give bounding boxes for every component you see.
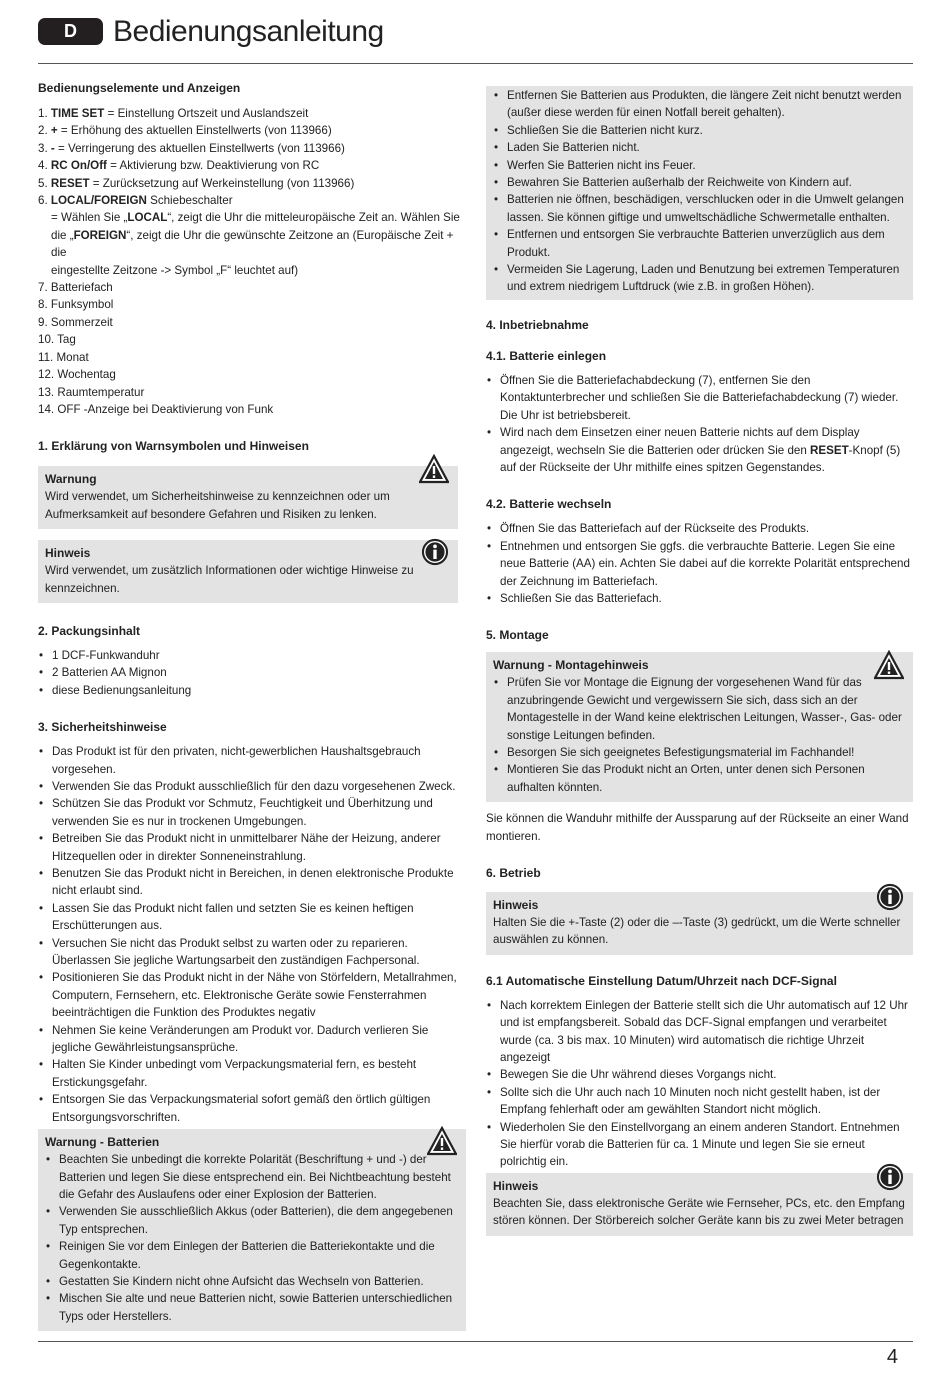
info-icon (421, 538, 449, 566)
list-item: • Laden Sie Batterien nicht. (493, 139, 906, 156)
list-item: • 1 DCF-Funkwanduhr (38, 647, 466, 664)
hint-title: Hinweis (493, 898, 539, 912)
list-item: 10. Tag (38, 333, 76, 347)
controls-list (38, 105, 466, 418)
footer-divider (38, 1341, 913, 1342)
controls-heading: Bedienungselemente und Anzeigen (38, 81, 241, 95)
list-item: • Benutzen Sie das Produkt nicht in Bereichen, in denen elektronische Produkte nicht erlaubt sind. (38, 865, 466, 900)
mounting-warning-box (486, 652, 913, 802)
left-column (38, 80, 466, 1331)
list-item: • Schützen Sie das Produkt vor Schmutz, Feuchtigkeit und Überhitzung und verwenden Sie es nur in trockenen Umgebungen. (38, 795, 466, 830)
list-item: • Sollte sich die Uhr auch nach 10 Minuten noch nicht gestellt haben, ist der Empfang fehlerhaft oder am gewählten Standort nicht möglich. (486, 1084, 913, 1119)
list-item: • Betreiben Sie das Produkt nicht in unmittelbarer Nähe der Heizung, anderer Hitzequellen oder in direkter Sonneneinstrahlung. (38, 830, 466, 865)
list-item: 14. OFF -Anzeige bei Deaktivierung von Funk (38, 402, 274, 416)
list-item-continuation: die „FOREIGN“, zeigt die Uhr die gewünschte Zeitzone an (Europäische Zeit + die (51, 228, 454, 260)
battery-warning-box-continued (486, 86, 913, 300)
list-item: 7. Batteriefach (38, 281, 113, 295)
hint-text: Wird verwendet, um zusätzlich Informationen oder wichtige Hinweise zu kennzeichnen. (45, 564, 414, 595)
list-item: • Schließen Sie das Batteriefach. (486, 590, 913, 607)
section-4-heading: 4. Inbetriebnahme (486, 317, 589, 332)
list-item: 6. LOCAL/FOREIGN Schiebeschalter (38, 194, 233, 208)
list-item: • Verwenden Sie das Produkt ausschließlich für den dazu vorgesehenen Zweck. (38, 778, 466, 795)
warning-box (38, 466, 458, 529)
list-item: • Nach korrektem Einlegen der Batterie stellt sich die Uhr automatisch auf 12 Uhr und ist empfangsbereit. Sobald das DCF-Signal empfangen und verarbeitet wurde (ca. 3 bis max. 10 Minuten) wird automatisch die richtige Uhrzeit angezeigt (486, 997, 913, 1067)
dcf-list (486, 997, 913, 1171)
list-item: • Entfernen und entsorgen Sie verbrauchte Batterien unverzüglich aus dem Produkt. (493, 226, 906, 261)
list-item: • Bewegen Sie die Uhr während dieses Vorgangs nicht. (486, 1066, 913, 1083)
list-item-continuation: eingestellte Zeitzone -> Symbol „F“ leuchtet auf) (51, 263, 299, 277)
package-list (38, 647, 466, 699)
list-item: 3. - = Verringerung des aktuellen Einstellwerts (von 113966) (38, 141, 345, 155)
section-6-1-heading: 6.1 Automatische Einstellung Datum/Uhrzeit nach DCF-Signal (486, 973, 837, 988)
page-number: 4 (886, 1346, 898, 1368)
list-item: • Halten Sie Kinder unbedingt vom Verpackungsmaterial fern, es besteht Erstickungsgefahr. (38, 1056, 466, 1091)
info-icon (876, 883, 904, 911)
mounting-text: Sie können die Wanduhr mithilfe der Aussparung auf der Rückseite an einer Wand montieren. (486, 812, 909, 843)
page-title: Bedienungsanleitung (113, 15, 384, 48)
hint-text: Beachten Sie, dass elektronische Geräte wie Fernseher, PCs, etc. den Empfang stören können. Der Störbereich solcher Geräte kann bis zu zwei Meter betragen (493, 1196, 905, 1228)
safety-list (38, 743, 466, 1126)
section-4-1-heading: 4.1. Batterie einlegen (486, 348, 607, 363)
list-item: • Lassen Sie das Produkt nicht fallen und setzten Sie es keinen heftigen Erschütterungen aus. (38, 900, 466, 935)
battery-warning-list-continued (493, 87, 906, 296)
battery-warning-box (38, 1129, 466, 1331)
list-item: • diese Bedienungsanleitung (38, 682, 466, 699)
list-item: • Batterien nie öffnen, beschädigen, verschlucken oder in die Umwelt gelangen lassen. Sie können giftige und umweltschädliche Schwermetalle enthalten. (493, 191, 906, 226)
list-item: • Vermeiden Sie Lagerung, Laden und Benutzung bei extremen Temperaturen und extrem niedrigem Luftdruck (wie z.B. in großen Höhen). (493, 261, 906, 296)
list-item: 9. Sommerzeit (38, 315, 113, 329)
hint-box (486, 892, 913, 955)
hint-box-2 (486, 1173, 913, 1236)
list-item: 13. Raumtemperatur (38, 385, 145, 399)
warning-title: Warnung (45, 472, 97, 487)
language-badge: D (38, 18, 103, 45)
list-item: • Wiederholen Sie den Einstellvorgang an einem anderen Standort. Entnehmen Sie hierfür vorab die Batterien für ca. 1 Minute und legen Sie sie erneut polrichtig ein. (486, 1119, 913, 1171)
list-item: • Positionieren Sie das Produkt nicht in der Nähe von Störfeldern, Metallrahmen, Computern, Fernsehern, etc. Elektronische Geräte sowie Fensterrahmen beeinträchtigen die Funktion des Produktes negativ (38, 969, 466, 1021)
info-icon (876, 1163, 904, 1191)
list-item: 11. Monat (38, 350, 89, 364)
list-item: 4. RC On/Off = Aktivierung bzw. Deaktivierung von RC (38, 159, 320, 173)
list-item: • 2 Batterien AA Mignon (38, 664, 466, 681)
hint-title: Hinweis (493, 1178, 539, 1193)
warning-text: Wird verwendet, um Sicherheitshinweise zu kennzeichnen oder um Aufmerksamkeit auf besondere Gefahren und Risiken zu lenken. (45, 490, 390, 521)
hint-text: Halten Sie die +-Taste (2) oder die –-Taste (3) gedrückt, um die Werte schneller auswählen zu können. (493, 916, 901, 947)
list-item: • Montieren Sie das Produkt nicht an Orten, unter denen sich Personen aufhalten könnten. (493, 761, 906, 796)
list-item: • Beachten Sie unbedingt die korrekte Polarität (Beschriftung + und -) der Batterien und legen Sie diese entsprechend ein. Bei Nichtbeachtung besteht die Gefahr des Auslaufens oder einer Explosion der Batterien. (45, 1151, 459, 1203)
list-item: • Besorgen Sie sich geeignetes Befestigungsmaterial im Fachhandel! (493, 744, 906, 761)
list-item: • Öffnen Sie das Batteriefach auf der Rückseite des Produkts. (486, 520, 913, 537)
list-item: 1. TIME SET = Einstellung Ortszeit und Auslandszeit (38, 107, 309, 120)
section-1-heading: 1. Erklärung von Warnsymbolen und Hinweisen (38, 439, 309, 454)
list-item: • Entfernen Sie Batterien aus Produkten, die längere Zeit nicht benutzt werden (außer diese werden für einen Notfall bereit gehalten). (493, 87, 906, 122)
battery-warning-list (45, 1151, 459, 1325)
section-5-heading: 5. Montage (486, 628, 549, 643)
change-battery-list (486, 520, 913, 607)
list-item: • Gestatten Sie Kindern nicht ohne Aufsicht das Wechseln von Batterien. (45, 1273, 459, 1290)
list-item-continuation: = Wählen Sie „LOCAL“, zeigt die Uhr die mitteleuropäische Zeit an. Wählen Sie (51, 211, 460, 225)
section-6-heading: 6. Betrieb (486, 866, 541, 880)
mounting-warning-list (493, 674, 906, 796)
list-item: • Mischen Sie alte und neue Batterien nicht, sowie Batterien unterschiedlichen Typs oder Herstellers. (45, 1290, 459, 1325)
list-item: • Reinigen Sie vor dem Einlegen der Batterien die Batteriekontakte und die Gegenkontakte. (45, 1238, 459, 1273)
list-item: • Entnehmen und entsorgen Sie ggfs. die verbrauchte Batterie. Legen Sie eine neue Batterie (AA) ein. Achten Sie dabei auf die korrekte Polarität entsprechend der Zeichnung im Batteriefach. (486, 538, 913, 590)
list-item: 2. + = Erhöhung des aktuellen Einstellwerts (von 113966) (38, 124, 332, 138)
battery-warning-title: Warnung - Batterien (45, 1135, 160, 1150)
list-item: • Bewahren Sie Batterien außerhalb der Reichweite von Kindern auf. (493, 174, 906, 191)
list-item: • Öffnen Sie die Batteriefachabdeckung (7), entfernen Sie den Kontaktunterbrecher und schließen Sie die Batteriefachabdeckung (7) wieder. Die Uhr ist betriebsbereit. (486, 372, 913, 424)
list-item: • Das Produkt ist für den privaten, nicht-gewerblichen Haushaltsgebrauch vorgesehen. (38, 743, 466, 778)
list-item: • Wird nach dem Einsetzen einer neuen Batterie nichts auf dem Display angezeigt, wechseln Sie die Batterien oder drücken Sie den RESET-Knopf (5) auf der Rückseite der Uhr mithilfe eines spitzen Gegenstandes. (486, 424, 913, 476)
list-item: • Prüfen Sie vor Montage die Eignung der vorgesehenen Wand für das anzubringende Gewicht und vergewissern Sie sich, dass sich an der Montagestelle in der Wand keine elektrischen Leitungen, Wasser-, Gas- oder sonstige Leitungen befinden. (493, 674, 906, 744)
insert-battery-list (486, 372, 913, 476)
hint-title: Hinweis (45, 546, 91, 561)
right-column (486, 86, 913, 1236)
section-3-heading: 3. Sicherheitshinweise (38, 720, 167, 735)
list-item: 5. RESET = Zurücksetzung auf Werkeinstellung (von 113966) (38, 176, 355, 190)
list-item: • Entsorgen Sie das Verpackungsmaterial sofort gemäß den örtlich gültigen Entsorgungsvorschriften. (38, 1091, 466, 1126)
page-header (38, 14, 913, 64)
list-item: • Verwenden Sie ausschließlich Akkus (oder Batterien), die dem angegebenen Typ entsprechen. (45, 1203, 459, 1238)
hint-box (38, 540, 458, 603)
list-item: • Werfen Sie Batterien nicht ins Feuer. (493, 157, 906, 174)
list-item: • Versuchen Sie nicht das Produkt selbst zu warten oder zu reparieren. Überlassen Sie jegliche Wartungsarbeit den zuständigen Fachpersonal. (38, 935, 466, 970)
section-4-2-heading: 4.2. Batterie wechseln (486, 497, 612, 512)
list-item: 8. Funksymbol (38, 298, 114, 312)
mounting-warning-title: Warnung - Montagehinweis (493, 658, 649, 673)
warning-triangle-icon (419, 454, 449, 484)
section-2-heading: 2. Packungsinhalt (38, 623, 141, 638)
list-item: • Nehmen Sie keine Veränderungen am Produkt vor. Dadurch verlieren Sie jegliche Gewährleistungsansprüche. (38, 1022, 466, 1057)
list-item: 12. Wochentag (38, 368, 116, 382)
list-item: • Schließen Sie die Batterien nicht kurz. (493, 122, 906, 139)
